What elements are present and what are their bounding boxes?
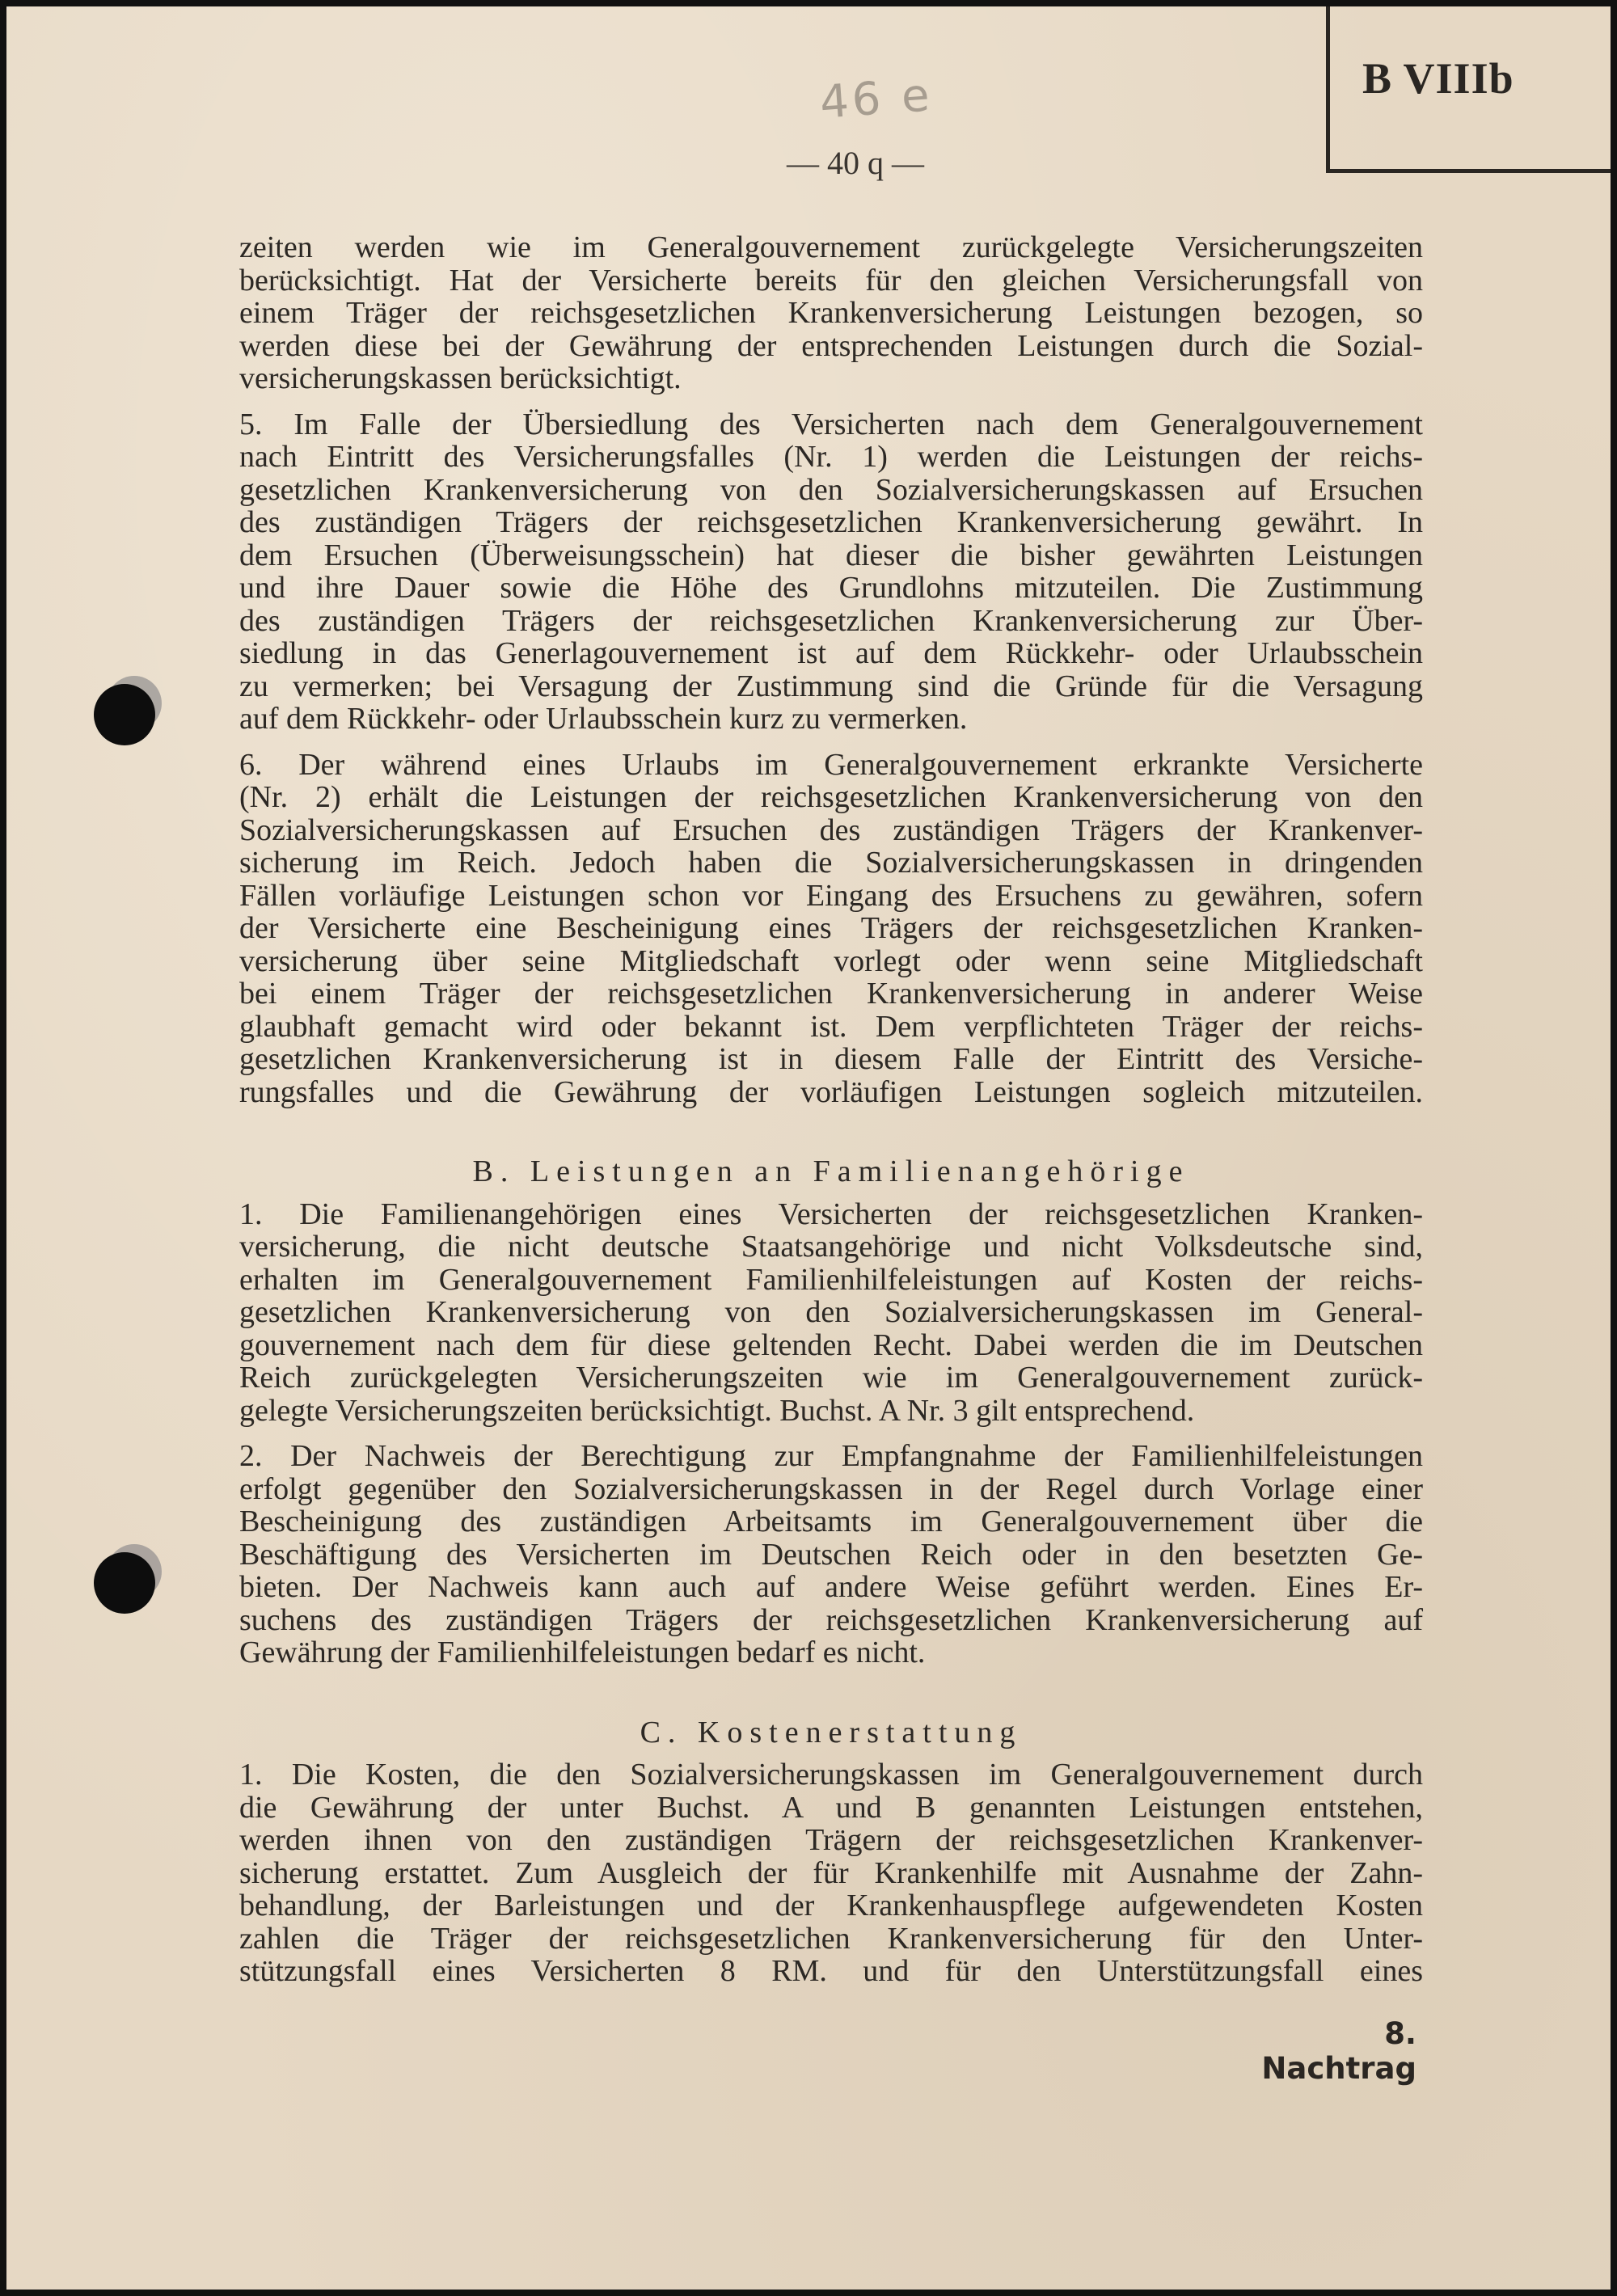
document-body — [239, 231, 1423, 2001]
text-line: erhalten im Generalgouvernement Familienhilfeleistungen auf Kosten der reichs- — [239, 1262, 1423, 1297]
text-line: behandlung, der Barleistungen und der Krankenhauspflege aufgewendeten Kosten — [239, 1889, 1423, 1922]
page-number: — 40 q — — [787, 145, 924, 181]
text-line: Fällen vorläufige Leistungen schon vor Eingang des Ersuchens zu gewähren, sofern — [239, 878, 1423, 913]
text-line: gesetzlichen Krankenversicherung ist in diesem Falle der Eintritt des Versiche- — [239, 1042, 1423, 1076]
text-line: Bescheinigung des zuständigen Arbeitsamts im Generalgouvernement über die — [239, 1505, 1423, 1538]
text-line: Reich zurückgelegten Versicherungszeiten wie im Generalgouvernement zurück- — [239, 1361, 1423, 1395]
text-line: der Versicherte eine Bescheinigung eines Trägers der reichsgesetzlichen Kranken- — [239, 911, 1423, 945]
text-line: Gewährung der Familienhilfeleistungen bedarf es nicht. — [239, 1635, 926, 1669]
section-c-heading: C. Kostenerstattung — [640, 1715, 1023, 1749]
text-line: sicherung erstattet. Zum Ausgleich der für Krankenhilfe mit Ausnahme der Zahn- — [239, 1855, 1423, 1890]
text-line: gelegte Versicherungszeiten berücksichtigt. Buchst. A Nr. 3 gilt entsprechend. — [239, 1393, 1195, 1428]
text-line: 2. Der Nachweis der Berechtigung zur Empfangnahme der Familienhilfeleistungen — [239, 1439, 1423, 1473]
text-line: versicherung, die nicht deutsche Staatsangehörige und nicht Volksdeutsche sind, — [239, 1230, 1423, 1264]
handwritten-note: 46 e — [817, 69, 935, 129]
paragraph — [239, 408, 1423, 736]
text-line: glaubhaft gemacht wird oder bekannt ist. Dem verpflichteten Träger der reichs- — [239, 1009, 1423, 1044]
text-line: berücksichtigt. Hat der Versicherte bereits für den gleichen Versicherungsfall von — [239, 263, 1423, 298]
section-c — [239, 1758, 1423, 1988]
text-line: werden ihnen von den zuständigen Trägern der reichsgesetzlichen Krankenver- — [239, 1823, 1423, 1857]
punch-hole-icon — [94, 1552, 157, 1615]
text-line: zahlen die Träger der reichsgesetzlichen Krankenversicherung für den Unter- — [239, 1921, 1423, 1956]
text-line: bieten. Der Nachweis kann auch auf andere Weise geführt werden. Eines Er- — [239, 1570, 1423, 1604]
text-line: und ihre Dauer sowie die Höhe des Grundlohns mitzuteilen. Die Zustimmung — [239, 571, 1423, 605]
text-line: gouvernement nach dem für diese geltenden Recht. Dabei werden die im Deutschen — [239, 1327, 1423, 1362]
paragraph — [239, 1758, 1423, 1988]
text-line: (Nr. 2) erhält die Leistungen der reichsgesetzlichen Krankenversicherung von den — [239, 780, 1423, 814]
text-line: einem Träger der reichsgesetzlichen Krankenversicherung Leistungen bezogen, so — [239, 296, 1423, 330]
text-line: nach Eintritt des Versicherungsfalles (Nr. 1) werden die Leistungen der reichs- — [239, 440, 1423, 474]
text-line: gesetzlichen Krankenversicherung von den Sozialversicherungskassen auf Ersuchen — [239, 472, 1423, 507]
text-line: sicherung im Reich. Jedoch haben die Sozialversicherungskassen in dringenden — [239, 846, 1423, 880]
text-line: siedlung in das Generlagouvernement ist auf dem Rückkehr- oder Urlaubsschein — [239, 636, 1423, 670]
text-line: versicherung über seine Mitgliedschaft vorlegt oder wenn seine Mitgliedschaft — [239, 943, 1423, 978]
text-line: Beschäftigung des Versicherten im Deutschen Reich oder in den besetzten Ge- — [239, 1537, 1423, 1572]
classification-code: B VIIIb — [1362, 54, 1514, 103]
text-line: gesetzlichen Krankenversicherung von den Sozialversicherungskassen im General- — [239, 1295, 1423, 1329]
paragraph — [239, 231, 1423, 395]
supplement-label: 8. Nachtrag — [1261, 2016, 1416, 2086]
text-line: auf dem Rückkehr- oder Urlaubsschein kurz zu vermerken. — [239, 702, 968, 736]
text-line: die Gewährung der unter Buchst. A und B genannten Leistungen entstehen, — [239, 1790, 1423, 1825]
document-page — [6, 6, 1611, 2290]
text-line: Sozialversicherungskassen auf Ersuchen des zuständigen Trägers der Krankenver- — [239, 812, 1423, 847]
text-line: zeiten werden wie im Generalgouvernement zurückgelegte Versicherungszeiten — [239, 230, 1423, 264]
paragraph — [239, 1440, 1423, 1669]
text-line: dem Ersuchen (Überweisungsschein) hat dieser die bisher gewährten Leistungen — [239, 538, 1423, 572]
text-line: bei einem Träger der reichsgesetzlichen Krankenversicherung in anderer Weise — [239, 977, 1423, 1011]
classification-box — [1326, 6, 1611, 173]
paragraph — [239, 749, 1423, 1109]
text-line: versicherungskassen berücksichtigt. — [239, 361, 682, 395]
text-line: 1. Die Familienangehörigen eines Versicherten der reichsgesetzlichen Kranken- — [239, 1197, 1423, 1231]
text-line: stützungsfall eines Versicherten 8 RM. und für den Unterstützungsfall eines — [239, 1954, 1423, 1988]
section-a-continuation — [239, 231, 1423, 1108]
text-line: zu vermerken; bei Versagung der Zustimmung sind die Gründe für die Versagung — [239, 669, 1423, 703]
text-line: werden diese bei der Gewährung der entsprechenden Leistungen durch die Sozial- — [239, 328, 1423, 363]
punch-hole-icon — [94, 684, 157, 747]
text-line: 6. Der während eines Urlaubs im Generalgouvernement erkrankte Versicherte — [239, 747, 1423, 782]
paragraph — [239, 1198, 1423, 1428]
text-line: 5. Im Falle der Übersiedlung des Versicherten nach dem Generalgouvernement — [239, 407, 1423, 441]
section-b-heading: B. Leistungen an Familienangehörige — [472, 1154, 1190, 1188]
text-line: des zuständigen Trägers der reichsgesetzlichen Krankenversicherung gewährt. In — [239, 505, 1423, 539]
section-b — [239, 1198, 1423, 1669]
text-line: suchens des zuständigen Trägers der reichsgesetzlichen Krankenversicherung auf — [239, 1602, 1423, 1637]
text-line: rungsfalles und die Gewährung der vorläufigen Leistungen sogleich mitzuteilen. — [239, 1074, 1423, 1109]
text-line: 1. Die Kosten, die den Sozialversicherungskassen im Generalgouvernement durch — [239, 1758, 1423, 1792]
text-line: erfolgt gegenüber den Sozialversicherungskassen in der Regel durch Vorlage einer — [239, 1471, 1423, 1506]
text-line: des zuständigen Trägers der reichsgesetzlichen Krankenversicherung zur Über- — [239, 603, 1423, 638]
